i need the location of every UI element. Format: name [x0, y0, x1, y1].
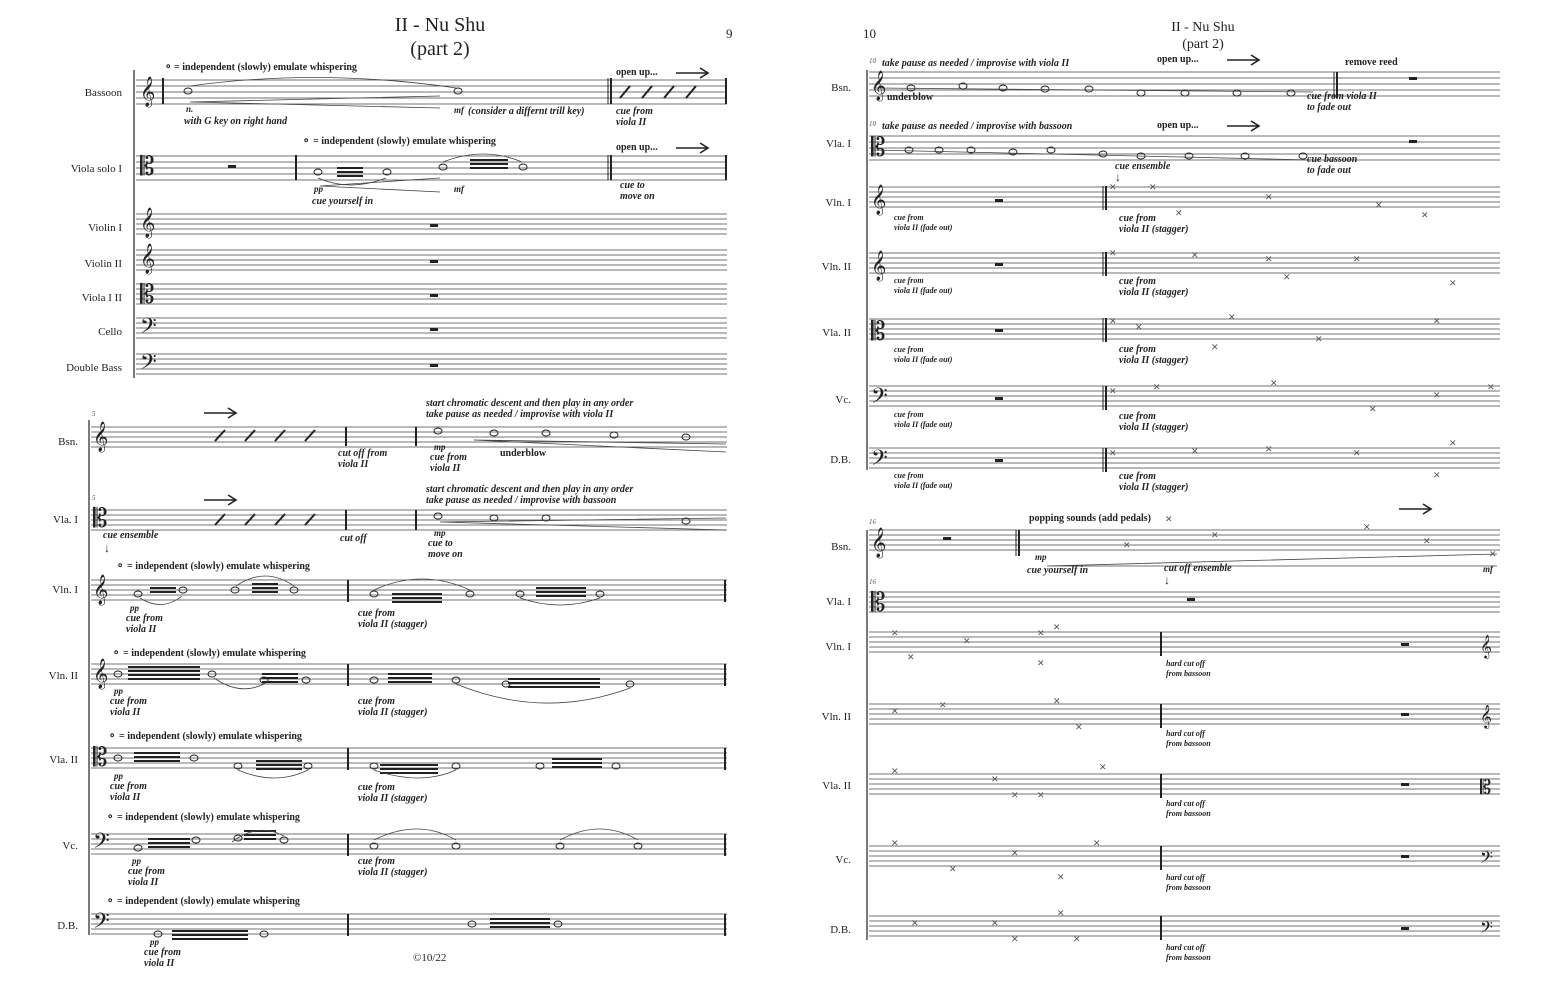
harmonic-note-icon: ✕ [1191, 447, 1199, 457]
whole-note-icon: ⚬ [302, 136, 311, 147]
harmonic-note-icon: ✕ [1363, 523, 1371, 533]
dynamic-n: n. [186, 104, 194, 114]
page-title: II - Nu Shu [394, 14, 486, 36]
bass-clef-icon: 𝄢 [871, 446, 888, 476]
instrument-name-viola-solo: Viola solo I [70, 163, 122, 175]
harmonic-note-icon: ✕ [907, 653, 915, 663]
whole-note [454, 88, 462, 94]
bass-clef-icon: 𝄢 [140, 314, 157, 344]
whole-rest [430, 294, 438, 297]
alto-clef-icon: 𝄡 [93, 504, 108, 534]
harmonic-note-icon: ✕ [1175, 209, 1183, 219]
harmonic-note-icon: ✕ [963, 637, 971, 647]
viola-cue-move: cue to move on [620, 180, 655, 202]
harmonic-note-icon: ✕ [1353, 449, 1361, 459]
treble-clef-icon: 𝄞 [871, 251, 887, 281]
treble-clef-icon: 𝄞 [93, 422, 109, 452]
alto-clef-icon: 𝄡 [93, 743, 108, 773]
bass-cue-stagger-r: cue from viola II (stagger) [1119, 471, 1189, 493]
viola-cue-ensemble: cue ensemble [103, 530, 159, 541]
harmonic-note-icon: ✕ [991, 919, 999, 929]
violin2-cue-stagger: cue from viola II (stagger) [358, 696, 428, 718]
whole-note [542, 430, 550, 436]
harmonic-note-icon: ✕ [1057, 873, 1065, 883]
harmonic-note-icon: ✕ [1265, 193, 1273, 203]
treble-clef-icon: 𝄞 [1480, 634, 1492, 658]
viola2-cue: cue from viola II [110, 781, 147, 803]
whole-note [434, 513, 442, 519]
violin1-cue-fade: cue from viola II (fade out) [894, 213, 953, 232]
dynamic-mp: mp [1035, 552, 1047, 562]
viola-cue-bassoon: cue bassoon to fade out [1307, 154, 1358, 176]
harmonic-note-icon: ✕ [1109, 449, 1117, 459]
whole-rest [430, 224, 438, 227]
bassoon-cue: cue from viola II [616, 106, 653, 128]
instrument-short-vla1: Vla. I [825, 596, 851, 608]
violin1-direction: = independent (slowly) emulate whispering [127, 561, 310, 572]
harmonic-note-icon: ✕ [1433, 471, 1441, 481]
dynamic-pp: pp [150, 937, 159, 947]
instrument-short-vla2: Vla. II [822, 780, 851, 792]
bassoon-cue-self-r: cue yourself in [1027, 565, 1089, 576]
down-arrow-icon: ↓ [1115, 170, 1121, 184]
harmonic-note-icon: ✕ [1109, 183, 1117, 193]
viola-cue-move-2: cue to move on [428, 538, 463, 560]
instrument-short-db: D.B. [830, 924, 851, 936]
violin2-hard-cut: hard cut off from bassoon [1166, 729, 1211, 748]
whole-note-icon: ⚬ [164, 62, 173, 73]
alto-clef-icon: 𝄡 [140, 152, 155, 182]
harmonic-note-icon: ✕ [1421, 211, 1429, 221]
harmonic-note-icon: ✕ [939, 701, 947, 711]
page-subtitle: (part 2) [410, 38, 470, 60]
instrument-short-vln1: Vln. I [52, 584, 78, 596]
harmonic-note-icon: ✕ [1099, 763, 1107, 773]
dynamic-pp: pp [314, 184, 323, 194]
viola2-cue-fade: cue from viola II (fade out) [894, 345, 953, 364]
arrows-right [1227, 55, 1431, 514]
harmonic-note-icon: ✕ [911, 919, 919, 929]
harmonic-note-icon: ✕ [1265, 255, 1273, 265]
harmonic-note-icon: ✕ [1423, 537, 1431, 547]
whole-note [434, 428, 442, 434]
harmonic-note-icon: ✕ [1037, 791, 1045, 801]
viola-open-up-r: open up... [1157, 120, 1199, 131]
bassoon-direction: = independent (slowly) emulate whispering [174, 62, 357, 73]
cello-cue: cue from viola II [128, 866, 165, 888]
bassoon-direction-r: take pause as needed / improvise with viola II [882, 58, 1070, 69]
harmonic-note-icon: ✕ [1073, 935, 1081, 945]
harmonic-note-icon: ✕ [1369, 405, 1377, 415]
instrument-short-vln2: Vln. II [48, 670, 78, 682]
instrument-name-violin-1: Violin I [88, 222, 122, 234]
viola-direction-r: take pause as needed / improvise with bassoon [882, 121, 1073, 132]
harmonic-note-icon: ✕ [949, 865, 957, 875]
harmonic-note-icon: ✕ [1487, 383, 1495, 393]
bassoon-open-up-r: open up... [1157, 54, 1199, 65]
instrument-name-viola-1-2: Viola I II [81, 292, 122, 304]
cello-cue-fade: cue from viola II (fade out) [894, 410, 953, 429]
measure-number: 16 [869, 578, 876, 586]
instrument-name-violin-2: Violin II [84, 258, 122, 270]
dynamic-mp: mp [434, 442, 446, 452]
harmonic-note-icon: ✕ [1123, 541, 1131, 551]
treble-clef-icon: 𝄞 [93, 575, 109, 605]
harmonic-note-icon: ✕ [891, 767, 899, 777]
harmonic-note-icon: ✕ [891, 629, 899, 639]
whole-note-icon: ⚬ [106, 812, 115, 823]
violin2-cue: cue from viola II [110, 696, 147, 718]
dynamic-pp: pp [114, 686, 123, 696]
treble-clef-icon: 𝄞 [871, 528, 887, 558]
cello-cue-stagger: cue from viola II (stagger) [358, 856, 428, 878]
dynamic-mf: mf [454, 184, 464, 194]
instrument-short-vln2: Vln. II [821, 711, 851, 723]
treble-clef-icon: 𝄞 [871, 185, 887, 215]
violin2-cue-fade: cue from viola II (fade out) [894, 276, 953, 295]
bassoon-popping: popping sounds (add pedals) [1029, 513, 1152, 524]
instrument-short-vla1: Vla. I [825, 138, 851, 150]
bassoon-remove-reed: remove reed [1345, 57, 1398, 68]
bass-cue-fade: cue from viola II (fade out) [894, 471, 953, 490]
violin1-cue-stagger: cue from viola II (stagger) [358, 608, 428, 630]
instrument-short-bsn: Bsn. [831, 541, 851, 553]
harmonic-note-icon: ✕ [1353, 255, 1361, 265]
instrument-short-bsn: Bsn. [58, 436, 78, 448]
harmonic-note-icon: ✕ [1211, 531, 1219, 541]
whole-note [519, 164, 527, 170]
harmonic-note-icon: ✕ [1211, 343, 1219, 353]
cello-hard-cut: hard cut off from bassoon [1166, 873, 1211, 892]
notation-right [773, 0, 1546, 1000]
alto-clef-icon: 𝄡 [1480, 775, 1492, 799]
page-subtitle: (part 2) [1182, 37, 1224, 52]
dynamic-mf: mf [454, 105, 464, 115]
notes-left [114, 88, 690, 937]
instrument-name-bassoon: Bassoon [84, 87, 122, 99]
bass-clef-icon: 𝄢 [871, 384, 888, 414]
alto-clef-icon: 𝄡 [140, 280, 155, 310]
instrument-short-vc: Vc. [835, 854, 851, 866]
bass-clef-icon: 𝄢 [93, 909, 110, 939]
bassoon-cue-2: cue from viola II [430, 452, 467, 474]
instrument-short-db: D.B. [57, 920, 78, 932]
harmonic-note-icon: ✕ [1149, 183, 1157, 193]
instrument-short-vln1: Vln. I [825, 197, 851, 209]
whole-note-icon: ⚬ [112, 648, 121, 659]
bass-clef-icon: 𝄢 [1480, 917, 1493, 941]
treble-clef-icon: 𝄞 [1480, 704, 1492, 728]
treble-clef-icon: 𝄞 [140, 77, 156, 107]
harmonic-note-icon: ✕ [1109, 249, 1117, 259]
cello-direction: = independent (slowly) emulate whispering [117, 812, 300, 823]
whole-note-icon: ⚬ [116, 561, 125, 572]
whole-note [439, 164, 447, 170]
harmonic-note-icon: ✕ [891, 707, 899, 717]
measure-number: 5 [92, 494, 96, 502]
copyright: ©10/22 [413, 952, 447, 964]
violin2-direction: = independent (slowly) emulate whispering [123, 648, 306, 659]
instrument-short-vla2: Vla. II [49, 754, 78, 766]
harmonic-note-icon: ✕ [891, 839, 899, 849]
viola2-direction: = independent (slowly) emulate whispering [119, 731, 302, 742]
viola-solo-direction: = independent (slowly) emulate whispering [313, 136, 496, 147]
whole-note-icon: ⚬ [106, 896, 115, 907]
harmonic-note-icon: ✕ [1433, 317, 1441, 327]
harmonic-note-icon: ✕ [1053, 697, 1061, 707]
harmonic-note-icon: ✕ [1109, 317, 1117, 327]
instrument-name-cello: Cello [98, 326, 122, 338]
viola-cue-ensemble-r: cue ensemble [1115, 161, 1171, 172]
whole-note-icon: ⚬ [108, 731, 117, 742]
viola-cue-self: cue yourself in [312, 196, 374, 207]
viola2-hard-cut: hard cut off from bassoon [1166, 799, 1211, 818]
page-title: II - Nu Shu [1171, 20, 1235, 35]
alto-clef-icon: 𝄡 [871, 317, 886, 347]
instrument-short-vla1: Vla. I [52, 514, 78, 526]
harmonic-note-icon: ✕ [1270, 379, 1278, 389]
harmonic-note-icon: ✕ [1037, 659, 1045, 669]
bassoon-trill-note: (consider a differnt trill key) [468, 106, 585, 117]
harmonic-note-icon: ✕ [1037, 629, 1045, 639]
instrument-short-bsn: Bsn. [831, 82, 851, 94]
bassoon-cutoff: cut off from viola II [338, 448, 388, 470]
instrument-name-double-bass: Double Bass [66, 362, 122, 374]
bass-clef-icon: 𝄢 [93, 829, 110, 859]
cello-cue-stagger-r: cue from viola II (stagger) [1119, 411, 1189, 433]
measure-number: 16 [869, 518, 876, 526]
instrument-short-vln2: Vln. II [821, 261, 851, 273]
harmonic-note-icon: ✕ [1011, 849, 1019, 859]
harmonic-note-icon: ✕ [1075, 723, 1083, 733]
harmonic-note-icon: ✕ [1283, 273, 1291, 283]
harmonic-note-icon: ✕ [1449, 439, 1457, 449]
score-page-10 [773, 0, 1546, 1000]
measure-number: 10 [869, 57, 876, 65]
whole-rest [430, 260, 438, 263]
whole-note [490, 430, 498, 436]
harmonic-note-icon: ✕ [1315, 335, 1323, 345]
instrument-short-vla2: Vla. II [822, 327, 851, 339]
instrument-short-vc: Vc. [835, 394, 851, 406]
whole-rest [430, 328, 438, 331]
viola2-cue-stagger-r: cue from viola II (stagger) [1119, 344, 1189, 366]
treble-clef-icon: 𝄞 [93, 659, 109, 689]
instrument-short-vc: Vc. [62, 840, 78, 852]
page-number: 9 [726, 26, 733, 41]
harmonic-note-icon: ✕ [1153, 383, 1161, 393]
harmonic-note-icon: ✕ [991, 775, 999, 785]
instrument-short-db: D.B. [830, 454, 851, 466]
harmonic-note-icon: ✕ [1228, 313, 1236, 323]
viola-open-up: open up... [616, 142, 658, 153]
harmonic-note-icon: ✕ [1191, 251, 1199, 261]
harmonic-note-icon: ✕ [1449, 279, 1457, 289]
harmonic-note-icon: ✕ [1011, 791, 1019, 801]
harmonic-note-icon: ✕ [1489, 550, 1497, 560]
whole-rest [430, 364, 438, 367]
bass-direction: = independent (slowly) emulate whispering [117, 896, 300, 907]
bassoon-open-up: open up... [616, 67, 658, 78]
viola-cutoff: cut off [340, 533, 367, 544]
viola-direction-2: start chromatic descent and then play in any order take pause as needed / improvise with bassoon [426, 484, 634, 506]
arrows-left [204, 68, 708, 505]
harmonic-note-icon: ✕ [1375, 201, 1383, 211]
bassoon-technique: with G key on right hand [184, 116, 288, 127]
bassoon-cue-r: cue from viola II to fade out [1307, 91, 1377, 113]
harmonic-note-icon: ✕ [1165, 515, 1173, 525]
harmonic-note-icon: ✕ [1093, 839, 1101, 849]
viola2-cue-stagger: cue from viola II (stagger) [358, 782, 428, 804]
measure-number: 5 [92, 410, 96, 418]
bass-clef-icon: 𝄢 [140, 350, 157, 380]
bass-cue: cue from viola II [144, 947, 181, 969]
harmonic-note-icon: ✕ [1011, 935, 1019, 945]
violin1-cue-stagger-r: cue from viola II (stagger) [1119, 213, 1189, 235]
bassoon-underblow: underblow [500, 448, 547, 459]
harmonic-note-icon: ✕ [1057, 909, 1065, 919]
harmonic-note-icon: ✕ [1135, 323, 1143, 333]
bass-clef-icon: 𝄢 [1480, 847, 1493, 871]
instrument-short-vln1: Vln. I [825, 641, 851, 653]
whole-note [184, 88, 192, 94]
down-arrow-icon: ↓ [104, 541, 110, 555]
alto-clef-icon: 𝄡 [871, 588, 886, 618]
violin1-cue: cue from viola II [126, 613, 163, 635]
dynamic-pp: pp [130, 603, 139, 613]
dynamic-pp: pp [132, 856, 141, 866]
harmonic-note-icon: ✕ [1265, 445, 1273, 455]
bassoon-underblow-r: underblow [887, 92, 934, 103]
viola-cutoff-ensemble: cut off ensemble [1164, 563, 1232, 574]
harmonic-note-icon: ✕ [1433, 391, 1441, 401]
treble-clef-icon: 𝄞 [140, 208, 156, 238]
dynamic-mp: mp [434, 528, 446, 538]
measure-number: 10 [869, 120, 876, 128]
dynamic-pp: pp [114, 771, 123, 781]
down-arrow-icon: ↓ [1164, 573, 1170, 587]
harmonic-note-icon: ✕ [1053, 623, 1061, 633]
treble-clef-icon: 𝄞 [140, 244, 156, 274]
dynamic-mf: mf [1483, 564, 1493, 574]
bassoon-direction-2: start chromatic descent and then play in any order take pause as needed / improvise with viola II [426, 398, 634, 420]
harmonic-note-icon: ✕ [1109, 387, 1117, 397]
treble-clef-icon: 𝄞 [871, 71, 887, 101]
alto-clef-icon: 𝄡 [871, 133, 886, 163]
page-number: 10 [863, 26, 876, 41]
staff-lines-left [91, 77, 727, 934]
bass-hard-cut: hard cut off from bassoon [1166, 943, 1211, 962]
violin2-cue-stagger-r: cue from viola II (stagger) [1119, 276, 1189, 298]
whole-rest [228, 165, 236, 168]
violin1-hard-cut: hard cut off from bassoon [1166, 659, 1211, 678]
